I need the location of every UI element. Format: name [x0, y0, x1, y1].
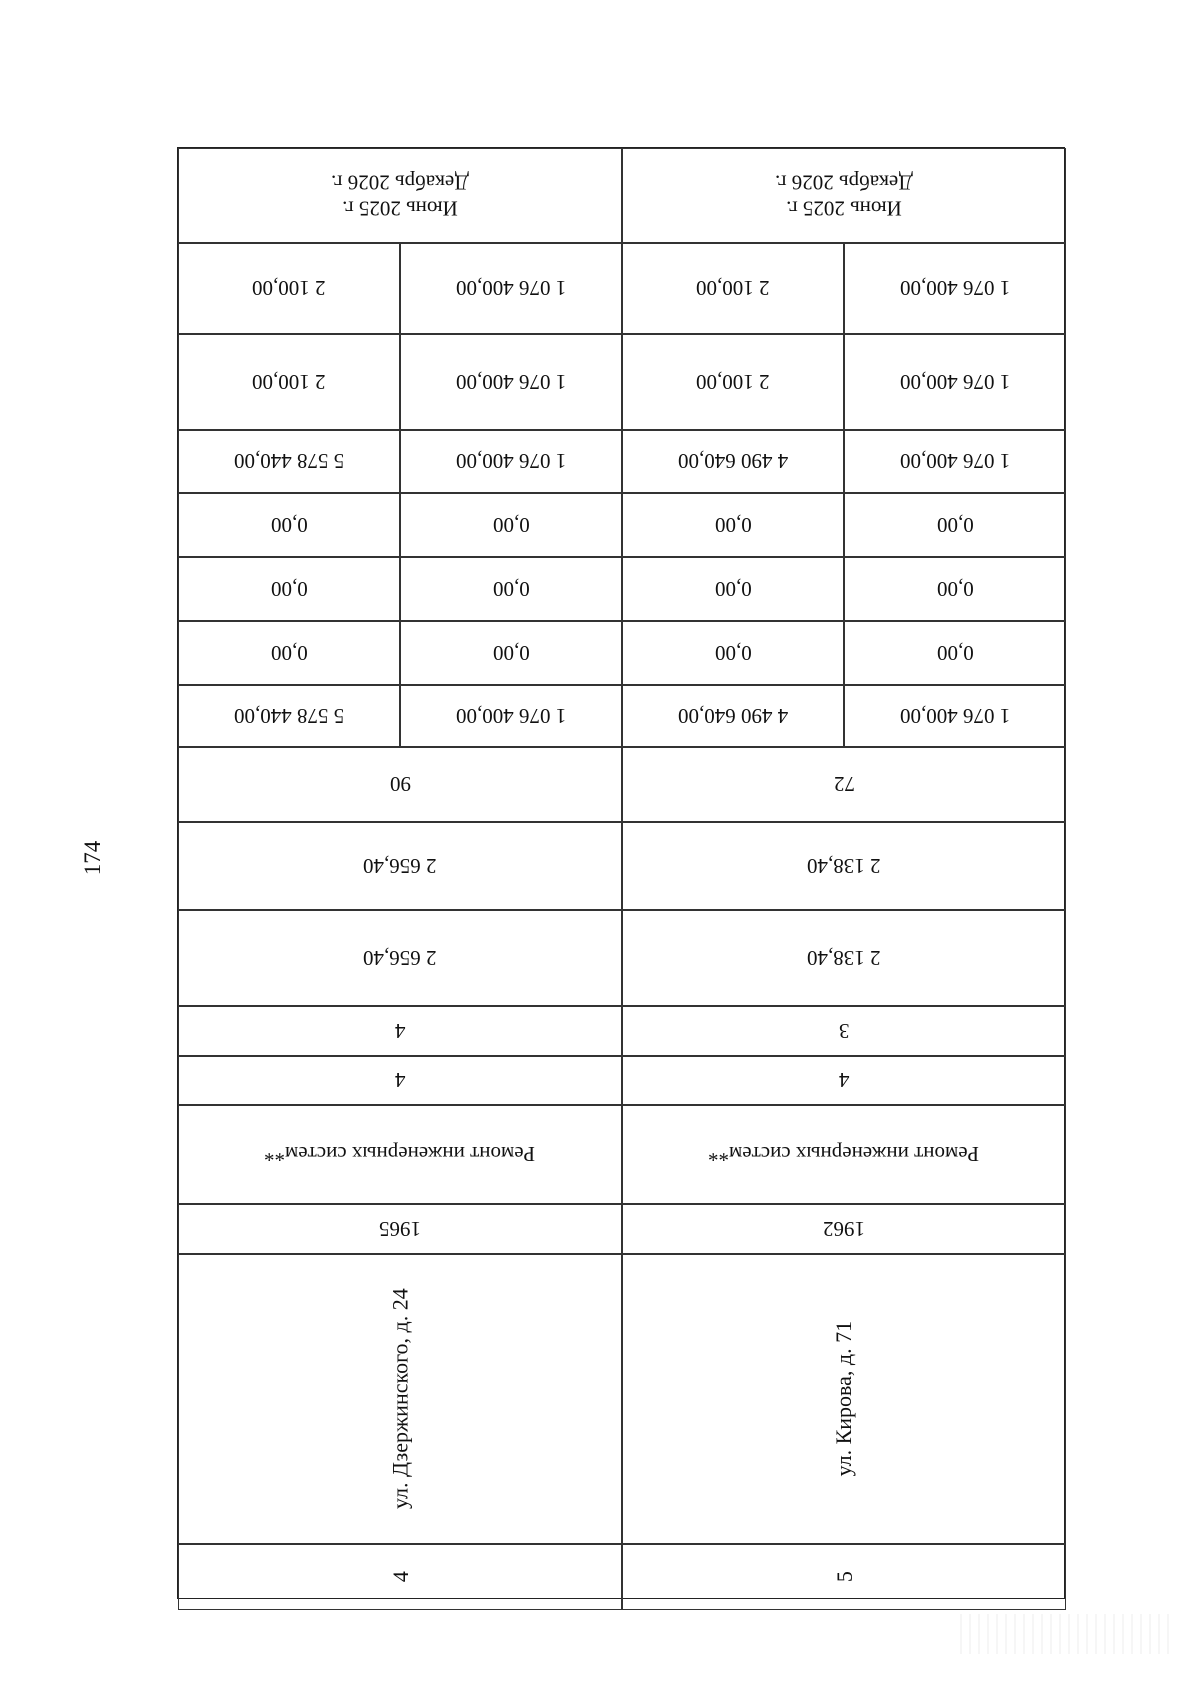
period-cell-right	[622, 148, 1066, 243]
amount-cell: 0,00	[622, 557, 844, 621]
amount-cell: 0,00	[844, 493, 1066, 557]
amount-cell: 0,00	[622, 493, 844, 557]
amount-cell: 0,00	[178, 493, 400, 557]
amount-cell: 0,00	[622, 621, 844, 685]
period-start: Июнь 2025 г.	[786, 196, 902, 221]
amount-cell: 1 076 400,00	[400, 334, 622, 430]
amount-cell: 5 578 440,00	[178, 430, 400, 493]
work-type-cell: Ремонт инженерных систем**	[178, 1105, 622, 1204]
amount-cell: 2 100,00	[178, 243, 400, 334]
amount-cell: 0,00	[400, 621, 622, 685]
page-number: 174	[80, 840, 105, 876]
count-cell: 90	[178, 747, 622, 822]
value-cell: 2 656,40	[178, 822, 622, 910]
amount-cell: 2 100,00	[622, 243, 844, 334]
amount-cell: 1 076 400,00	[844, 334, 1066, 430]
address-cell: ул. Дзержинского, д. 24	[178, 1254, 622, 1544]
scan-artifact	[960, 1614, 1170, 1654]
small-number-cell: 4	[622, 1056, 1066, 1105]
amount-cell: 0,00	[400, 493, 622, 557]
amount-cell: 2 100,00	[622, 334, 844, 430]
small-number-cell: 3	[622, 1006, 1066, 1056]
address-cell: ул. Кирова, д. 71	[622, 1254, 1066, 1544]
year-cell: 1962	[622, 1204, 1066, 1254]
row-number-cell: 5	[622, 1544, 1066, 1610]
amount-cell: 1 076 400,00	[844, 243, 1066, 334]
works-table	[177, 147, 1065, 1599]
amount-cell: 1 076 400,00	[844, 430, 1066, 493]
amount-cell: 0,00	[178, 621, 400, 685]
row-number-cell: 4	[178, 1544, 622, 1610]
period-start: Июнь 2025 г.	[342, 196, 458, 221]
period-cell-left	[178, 148, 622, 243]
amount-cell: 1 076 400,00	[400, 430, 622, 493]
amount-cell: 4 490 640,00	[622, 430, 844, 493]
amount-cell: 0,00	[178, 557, 400, 621]
value-cell: 2 656,40	[178, 910, 622, 1006]
work-type-cell: Ремонт инженерных систем**	[622, 1105, 1066, 1204]
small-number-cell: 4	[178, 1056, 622, 1105]
count-cell: 72	[622, 747, 1066, 822]
value-cell: 2 138,40	[622, 910, 1066, 1006]
amount-cell: 0,00	[400, 557, 622, 621]
amount-cell: 5 578 440,00	[178, 685, 400, 747]
small-number-cell: 4	[178, 1006, 622, 1056]
amount-cell: 0,00	[844, 557, 1066, 621]
value-cell: 2 138,40	[622, 822, 1066, 910]
amount-cell: 2 100,00	[178, 334, 400, 430]
amount-cell: 1 076 400,00	[844, 685, 1066, 747]
amount-cell: 1 076 400,00	[400, 243, 622, 334]
amount-cell: 4 490 640,00	[622, 685, 844, 747]
period-end: Декабрь 2026 г.	[775, 170, 913, 195]
amount-cell: 0,00	[844, 621, 1066, 685]
year-cell: 1965	[178, 1204, 622, 1254]
period-end: Декабрь 2026 г.	[331, 170, 469, 195]
amount-cell: 1 076 400,00	[400, 685, 622, 747]
